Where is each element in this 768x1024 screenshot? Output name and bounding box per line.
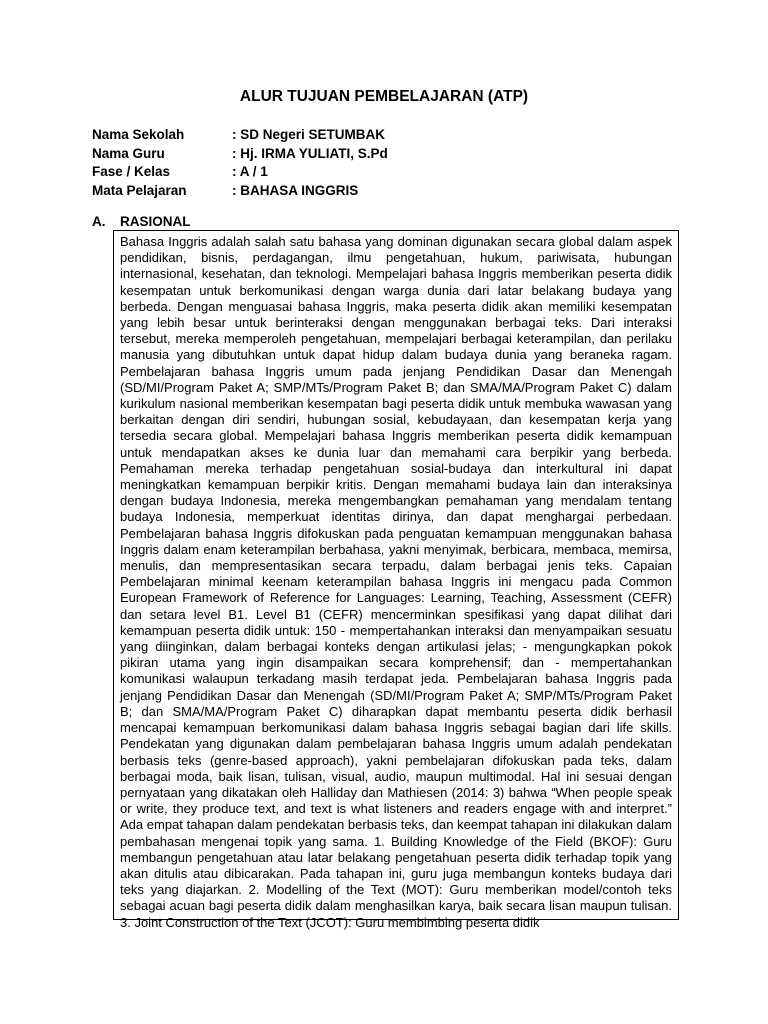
info-label: Fase / Kelas [92,164,171,179]
section-title: RASIONAL [120,214,191,229]
info-label: Mata Pelajaran [92,182,187,198]
info-row-phase-class [92,163,388,182]
rationale-box [113,230,679,930]
info-label: Nama Guru [92,145,165,161]
section-heading [92,214,191,229]
info-row-subject [92,182,388,201]
document-title: ALUR TUJUAN PEMBELAJARAN (ATP) [239,88,529,105]
info-value: : SD Negeri SETUMBAK [232,127,386,142]
rationale-paragraph: Bahasa Inggris adalah salah satu bahasa yang dominan digunakan secara global dalam aspek pendidikan, bisnis, perdagangan, ilmu pengetahuan, hukum, pariwisata, hubungan internasional, kesehatan, dan teknologi. Mempelajari bahasa Inggris memberikan peserta didik kesempatan untuk berkomunikasi dengan warga dunia dari latar belakang budaya yang berbeda. Dengan menguasai bahasa Inggris, maka peserta didik akan memiliki kesempatan yang lebih besar untuk berinteraksi dengan menggunakan berbagai teks. Dari interaksi tersebut, mereka memperoleh pengetahuan, mempelajari berbagai keterampilan, dan perilaku manusia yang dibutuhkan untuk dapat hidup dalam budaya dunia yang beraneka ragam. Pembelajaran bahasa Inggris umum pada jenjang Pendidikan Dasar dan Menengah (SD/MI/Program Paket A; SMP/MTs/Program Paket B; dan SMA/MA/Program Paket C) dalam kurikulum nasional memberikan kesempatan bagi peserta didik untuk membuka wawasan yang berkaitan dengan diri sendiri, hubungan sosial, kebudayaan, dan kesempatan kerja yang tersedia secara global. Mempelajari bahasa Inggris memberikan peserta didik kemampuan untuk mendapatkan akses ke dunia luar dan memahami cara berpikir yang berbeda. Pemahaman mereka terhadap pengetahuan sosial-budaya dan interkultural ini dapat meningkatkan kemampuan berpikir kritis. Dengan memahami budaya lain dan interaksinya dengan budaya Indonesia, mereka mengembangkan pemahaman yang mendalam tentang budaya Indonesia, memperkuat identitas dirinya, dan dapat menghargai perbedaan. Pembelajaran bahasa Inggris difokuskan pada penguatan kemampuan menggunakan bahasa Inggris dalam enam keterampilan berbahasa, yakni menyimak, berbicara, membaca, memirsa, menulis, dan mempresentasikan secara terpadu, dalam berbagai jenis teks. Capaian Pembelajaran minimal keenam keterampilan bahasa Inggris ini mengacu pada Common European Framework of Reference for Languages: Learning, Teaching, Assessment (CEFR) dan setara level B1. Level B1 (CEFR) mencerminkan spesifikasi yang dapat dilihat dari kemampuan peserta didik untuk: 150 - mempertahankan interaksi dan menyampaikan sesuatu yang diinginkan, dalam berbagai konteks dengan artikulasi jelas; - mengungkapkan pokok pikiran utama yang ingin disampaikan secara komprehensif; dan - mempertahankan komunikasi walaupun terkadang masih terdapat jeda. Pembelajaran bahasa Inggris pada jenjang Pendidikan Dasar dan Menengah (SD/MI/Program Paket A; SMP/MTs/Program Paket B; dan SMA/MA/Program Paket C) diharapkan dapat membantu peserta didik berhasil mencapai kemampuan berkomunikasi dalam bahasa Inggris sebagai bagian dari life skills. Pendekatan yang digunakan dalam pembelajaran bahasa Inggris umum adalah pendekatan berbasis teks (genre-based approach), yakni pembelajaran difokuskan pada teks, dalam berbagai moda, baik lisan, tulisan, visual, audio, maupun multimodal. Hal ini sesuai dengan pernyataan yang dikatakan oleh Halliday dan Mathiesen (2014: 3) bahwa “When people speak or write, they produce text, and text is what listeners and readers engage with and interpret.” Ada empat tahapan dalam pendekatan berbasis teks, dan keempat tahapan ini dilakukan dalam pembahasan mengenai topik yang sama. 1. Building Knowledge of the Field (BKOF): Guru membangun pengetahuan atau latar belakang pengetahuan peserta didik terhadap topik yang akan ditulis atau dibicarakan. Pada tahapan ini, guru juga membangun konteks budaya dari teks yang diajarkan. 2. Modelling of the Text (MOT): Guru memberikan model/contoh teks sebagai acuan bagi peserta didik dalam menghasilkan karya, baik secara lisan maupun tulisan. 3. Joint Construction of the Text (JCOT): Guru membimbing peserta didik [120,234,672,930]
info-label: Nama Sekolah [92,127,185,142]
info-value: : BAHASA INGGRIS [232,182,359,198]
info-block [92,126,388,200]
info-row-school [92,126,388,145]
info-value: : A / 1 [232,164,268,179]
info-value: : Hj. IRMA YULIATI, S.Pd [232,145,388,161]
info-row-teacher [92,145,388,164]
section-letter: A. [92,214,106,229]
